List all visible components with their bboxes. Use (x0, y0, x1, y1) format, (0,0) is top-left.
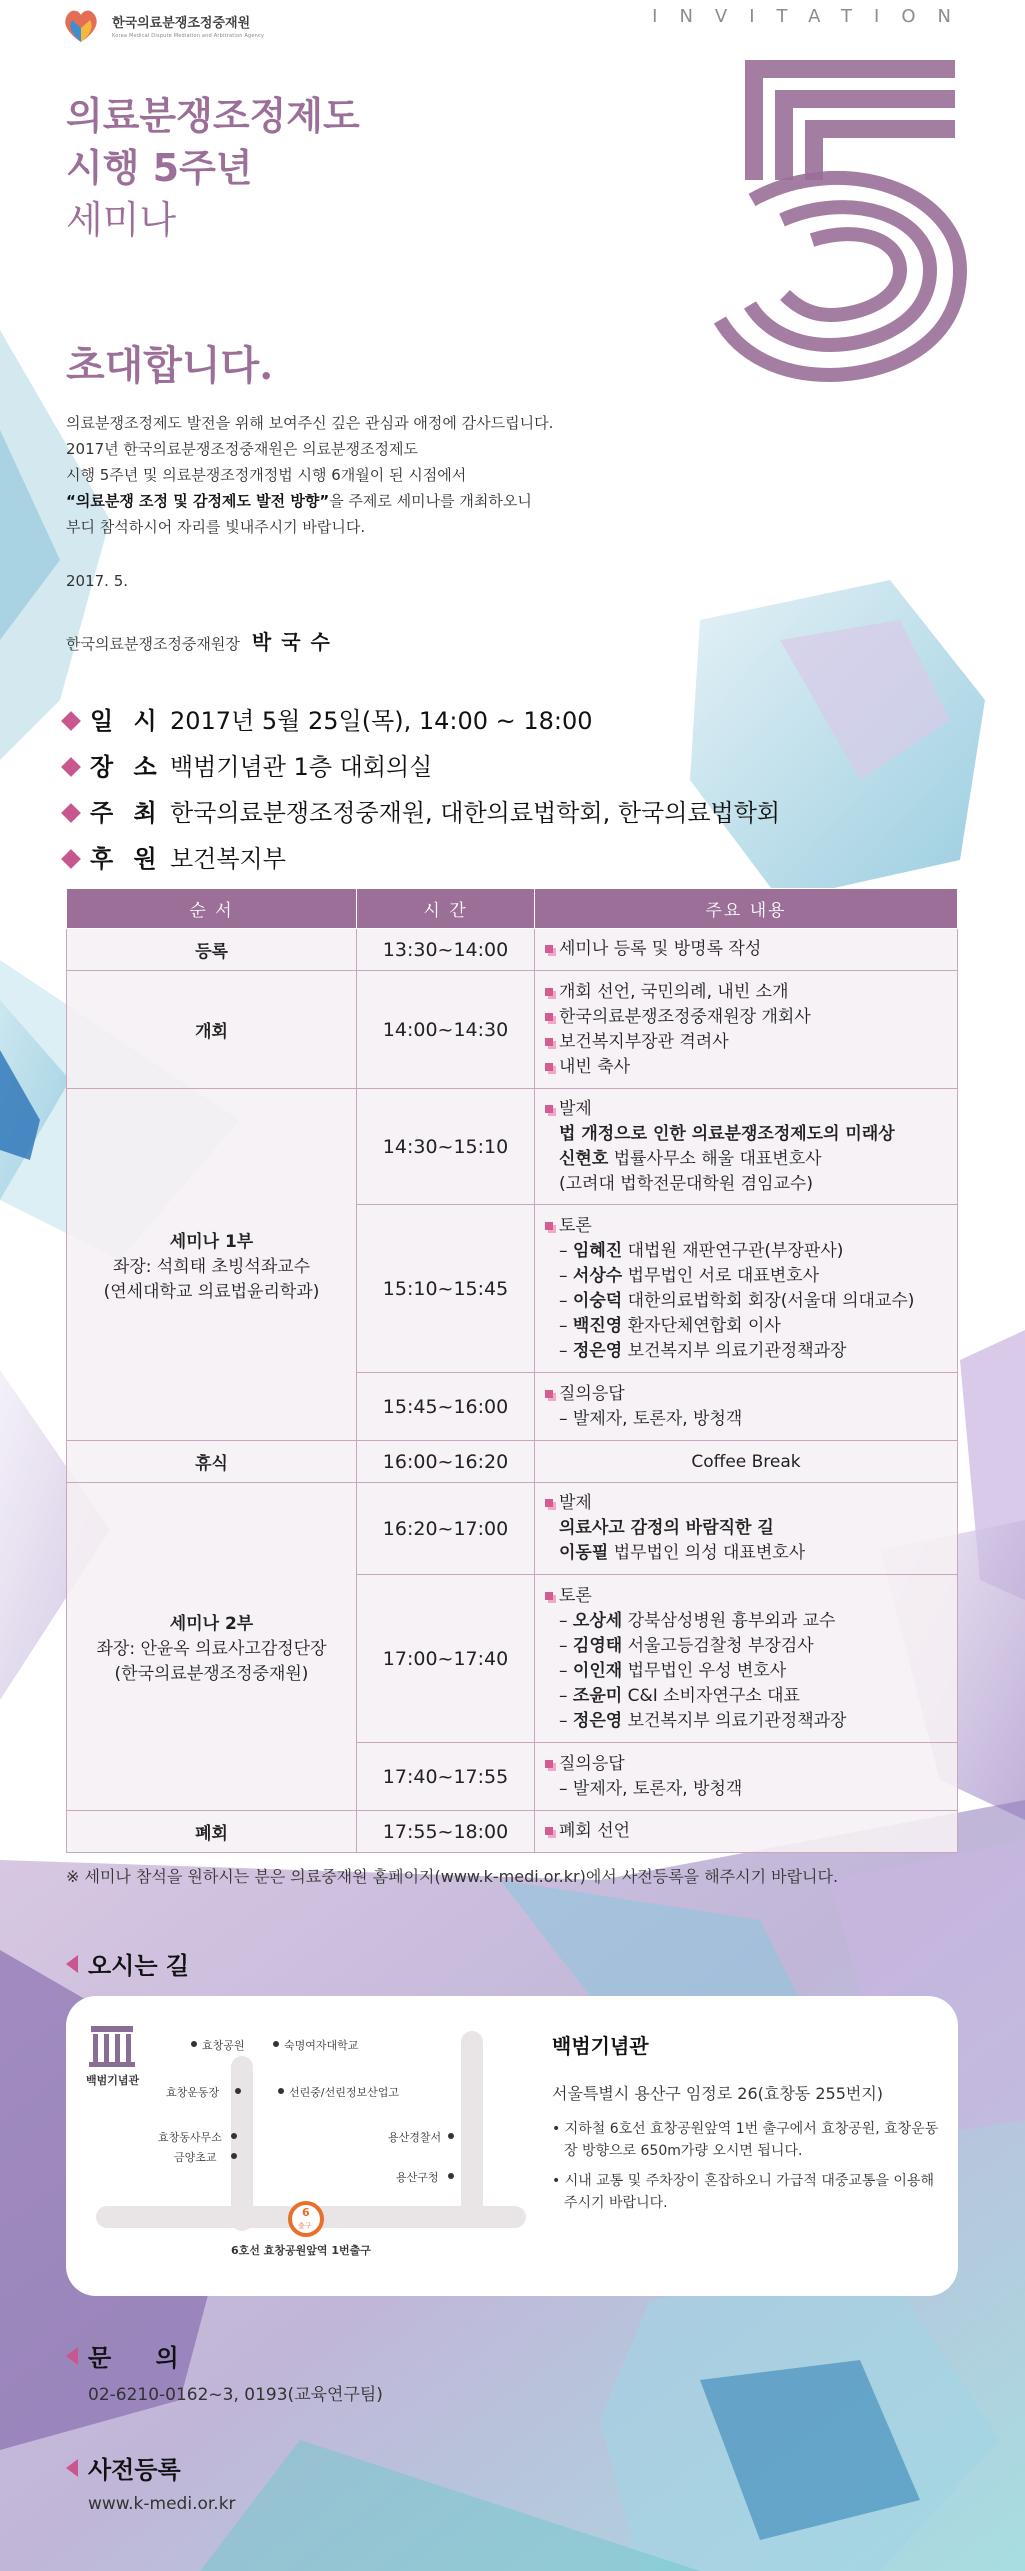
part-cell: 등록 (67, 929, 357, 971)
info-host: 주 최 한국의료분쟁조정중재원, 대한의료법학회, 한국의료법학회 (64, 790, 780, 836)
greeting-line (66, 488, 553, 514)
bullet-icon (545, 945, 553, 953)
venue-name: 백범기념관 (552, 2034, 649, 2058)
registration-url[interactable]: www.k-medi.or.kr (88, 2494, 236, 2514)
table-row (67, 929, 958, 971)
signer-name: 박국수 (251, 630, 340, 654)
arrow-icon (66, 1955, 78, 1973)
greeting-heading: 초대합니다. (66, 342, 274, 389)
table-header (67, 889, 958, 929)
map-label: 효창운동장 (166, 2086, 220, 2099)
bullet-icon (545, 1760, 553, 1768)
directions-heading: 오시는 길 (66, 1946, 189, 1981)
bullet-icon (545, 1222, 553, 1230)
time-cell: 16:00~16:20 (357, 1441, 535, 1483)
part-cell: 휴식 (67, 1441, 357, 1483)
seminar-title (66, 90, 360, 246)
bullet-icon (545, 1038, 553, 1046)
map-label: 효창동사무소 (158, 2131, 222, 2144)
map-venue-label: 백범기념관 (86, 2074, 140, 2087)
part-cell: 폐회 (67, 1811, 357, 1853)
letter-date: 2017. 5. (66, 572, 129, 590)
part-cell: 개회 (67, 971, 357, 1089)
schedule-table (66, 888, 958, 1853)
content-cell: 토론 – 오상세 강북삼성병원 흉부외과 교수 – 김영태 서울고등검찰청 부장검사 – 이인재 법무법인 우성 변호사 – 조윤미 C&I 소비자연구소 대표 – 정은영 보건복지부 의료기관정책과장 (535, 1575, 958, 1743)
map-label: 선린중/선린정보산업고 (289, 2086, 399, 2099)
bullet-icon (545, 1499, 553, 1507)
registration-note: ※ 세미나 참석을 원하시는 분은 의료중재원 홈페이지(www.k-medi.or.kr)에서 사전등록을 해주시기 바랍니다. (66, 1867, 839, 1886)
content-cell: 발제 법 개정으로 인한 의료분쟁조정제도의 미래상 신현호 법률사무소 해울 대표변호사 (고려대 법학전문대학원 겸임교수) (535, 1089, 958, 1205)
part-cell: 세미나 2부 좌장: 안윤옥 의료사고감정단장 (한국의료분쟁조정중재원) (67, 1483, 357, 1811)
diamond-icon (61, 711, 81, 731)
bullet-icon (545, 1827, 553, 1835)
greeting-body (66, 410, 553, 540)
bullet-icon (545, 1063, 553, 1071)
map-label: 용산구청 (396, 2171, 439, 2184)
info-sponsor: 후 원 보건복지부 (64, 836, 780, 882)
invitation-label: INVITATION (652, 6, 973, 27)
col-time: 시 간 (357, 889, 535, 929)
arrow-icon (66, 2459, 78, 2477)
diamond-icon (61, 803, 81, 823)
list-item: 한국의료분쟁조정중재원장 개회사 (545, 1005, 947, 1030)
part-cell: 세미나 1부 좌장: 석희태 초빙석좌교수 (연세대학교 의료법윤리학과) (67, 1089, 357, 1441)
address-block (552, 2030, 942, 2222)
title-line3: 세미나 (66, 198, 177, 242)
bullet-icon (545, 1592, 553, 1600)
content-cell: 토론 – 임혜진 대법원 재판연구관(부장판사) – 서상수 법무법인 서로 대표변호사 – 이숭덕 대한의료법학회 회장(서울대 의대교수) – 백진영 환자단체연합회 이사 – 정은영 보건복지부 의료기관정책과장 (535, 1205, 958, 1373)
theme-text: “의료분쟁 조정 및 감정제도 발전 방향” (66, 492, 330, 510)
map-label: 효창공원 (202, 2039, 245, 2052)
heart-logo-icon (58, 2, 104, 48)
table-row (67, 1811, 958, 1853)
greeting-line: 의료분쟁조정제도 발전을 위해 보여주신 깊은 관심과 애정에 감사드립니다. (66, 414, 554, 432)
content-cell: Coffee Break (535, 1441, 958, 1483)
col-order: 순 서 (67, 889, 357, 929)
direction-point: • 지하철 6호선 효창공원앞역 1번 출구에서 효창공원, 효창운동장 방향으로 650m가량 오시면 됩니다. (552, 2121, 939, 2159)
content-cell: 질의응답 – 발제자, 토론자, 방청객 (535, 1743, 958, 1811)
theme-rest: 을 주제로 세미나를 개최하오니 (329, 492, 532, 510)
bullet-icon (545, 1390, 553, 1398)
table-row (67, 1089, 958, 1205)
time-cell: 17:55~18:00 (357, 1811, 535, 1853)
signer-title: 한국의료분쟁조정중재원장 (66, 635, 240, 653)
list-item: 보건복지부장관 격려사 (545, 1030, 947, 1055)
table-row (67, 1483, 958, 1575)
event-info (64, 698, 780, 882)
time-cell: 13:30~14:00 (357, 929, 535, 971)
time-cell: 17:00~17:40 (357, 1575, 535, 1743)
time-cell: 14:30~15:10 (357, 1089, 535, 1205)
time-cell: 14:00~14:30 (357, 971, 535, 1089)
content-cell: 폐회 선언 (535, 1811, 958, 1853)
diamond-icon (61, 757, 81, 777)
arrow-icon (66, 2347, 78, 2365)
info-where: 장 소 백범기념관 1층 대회의실 (64, 744, 780, 790)
contact-phone: 02-6210-0162~3, 0193(교육연구팀) (88, 2385, 383, 2405)
contact-heading: 문 의 (66, 2338, 197, 2373)
title-line2: 시행 5주년 (66, 146, 253, 190)
map-label: 숙명여자대학교 (284, 2039, 359, 2052)
content-cell: 세미나 등록 및 방명록 작성 (535, 929, 958, 971)
map-label: 금양초교 (174, 2151, 217, 2164)
org-name-en: Korea Medical Dispute Mediation and Arbitration Agency (112, 32, 265, 39)
greeting-line: 시행 5주년 및 의료분쟁조정개정법 시행 6개월이 된 시점에서 (66, 466, 467, 484)
table-row (67, 971, 958, 1089)
diamond-icon (61, 849, 81, 869)
signature (66, 626, 340, 655)
venue-address: 서울특별시 용산구 임정로 26(효창동 255번지) (552, 2084, 884, 2103)
time-cell: 16:20~17:00 (357, 1483, 535, 1575)
col-content: 주요 내용 (535, 889, 958, 929)
list-item: 개회 선언, 국민의례, 내빈 소개 (545, 980, 947, 1005)
station-number: 6 (302, 2206, 310, 2219)
title-line1: 의료분쟁조정제도 (66, 94, 360, 138)
greeting-line: 2017년 한국의료분쟁조정중재원은 의료분쟁조정제도 (66, 440, 419, 458)
greeting-line: 부디 참석하시어 자리를 빛내주시기 바랍니다. (66, 518, 366, 536)
direction-point: • 시내 교통 및 주차장이 혼잡하오니 가급적 대중교통을 이용해주시기 바랍니다. (552, 2173, 934, 2211)
org-name: 한국의료분쟁조정중재원 (112, 15, 251, 31)
table-row (67, 1441, 958, 1483)
map-label: 용산경찰서 (388, 2131, 442, 2144)
logo (58, 2, 264, 48)
registration-heading: 사전등록 (66, 2450, 181, 2485)
info-when: 일 시 2017년 5월 25일(목), 14:00 ~ 18:00 (64, 698, 780, 744)
bullet-icon (545, 988, 553, 996)
station-exit: 출구 (298, 2222, 312, 2230)
list-item: 내빈 축사 (545, 1055, 947, 1080)
content-cell: 발제 의료사고 감정의 바람직한 길 이동필 법무법인 의성 대표변호사 (535, 1483, 958, 1575)
content-cell (535, 971, 958, 1089)
time-cell: 17:40~17:55 (357, 1743, 535, 1811)
time-cell: 15:10~15:45 (357, 1205, 535, 1373)
bullet-icon (545, 1013, 553, 1021)
bullet-icon (545, 1105, 553, 1113)
station-label: 6호선 효창공원앞역 1번출구 (231, 2244, 371, 2257)
content-cell: 질의응답 – 발제자, 토론자, 방청객 (535, 1373, 958, 1441)
time-cell: 15:45~16:00 (357, 1373, 535, 1441)
